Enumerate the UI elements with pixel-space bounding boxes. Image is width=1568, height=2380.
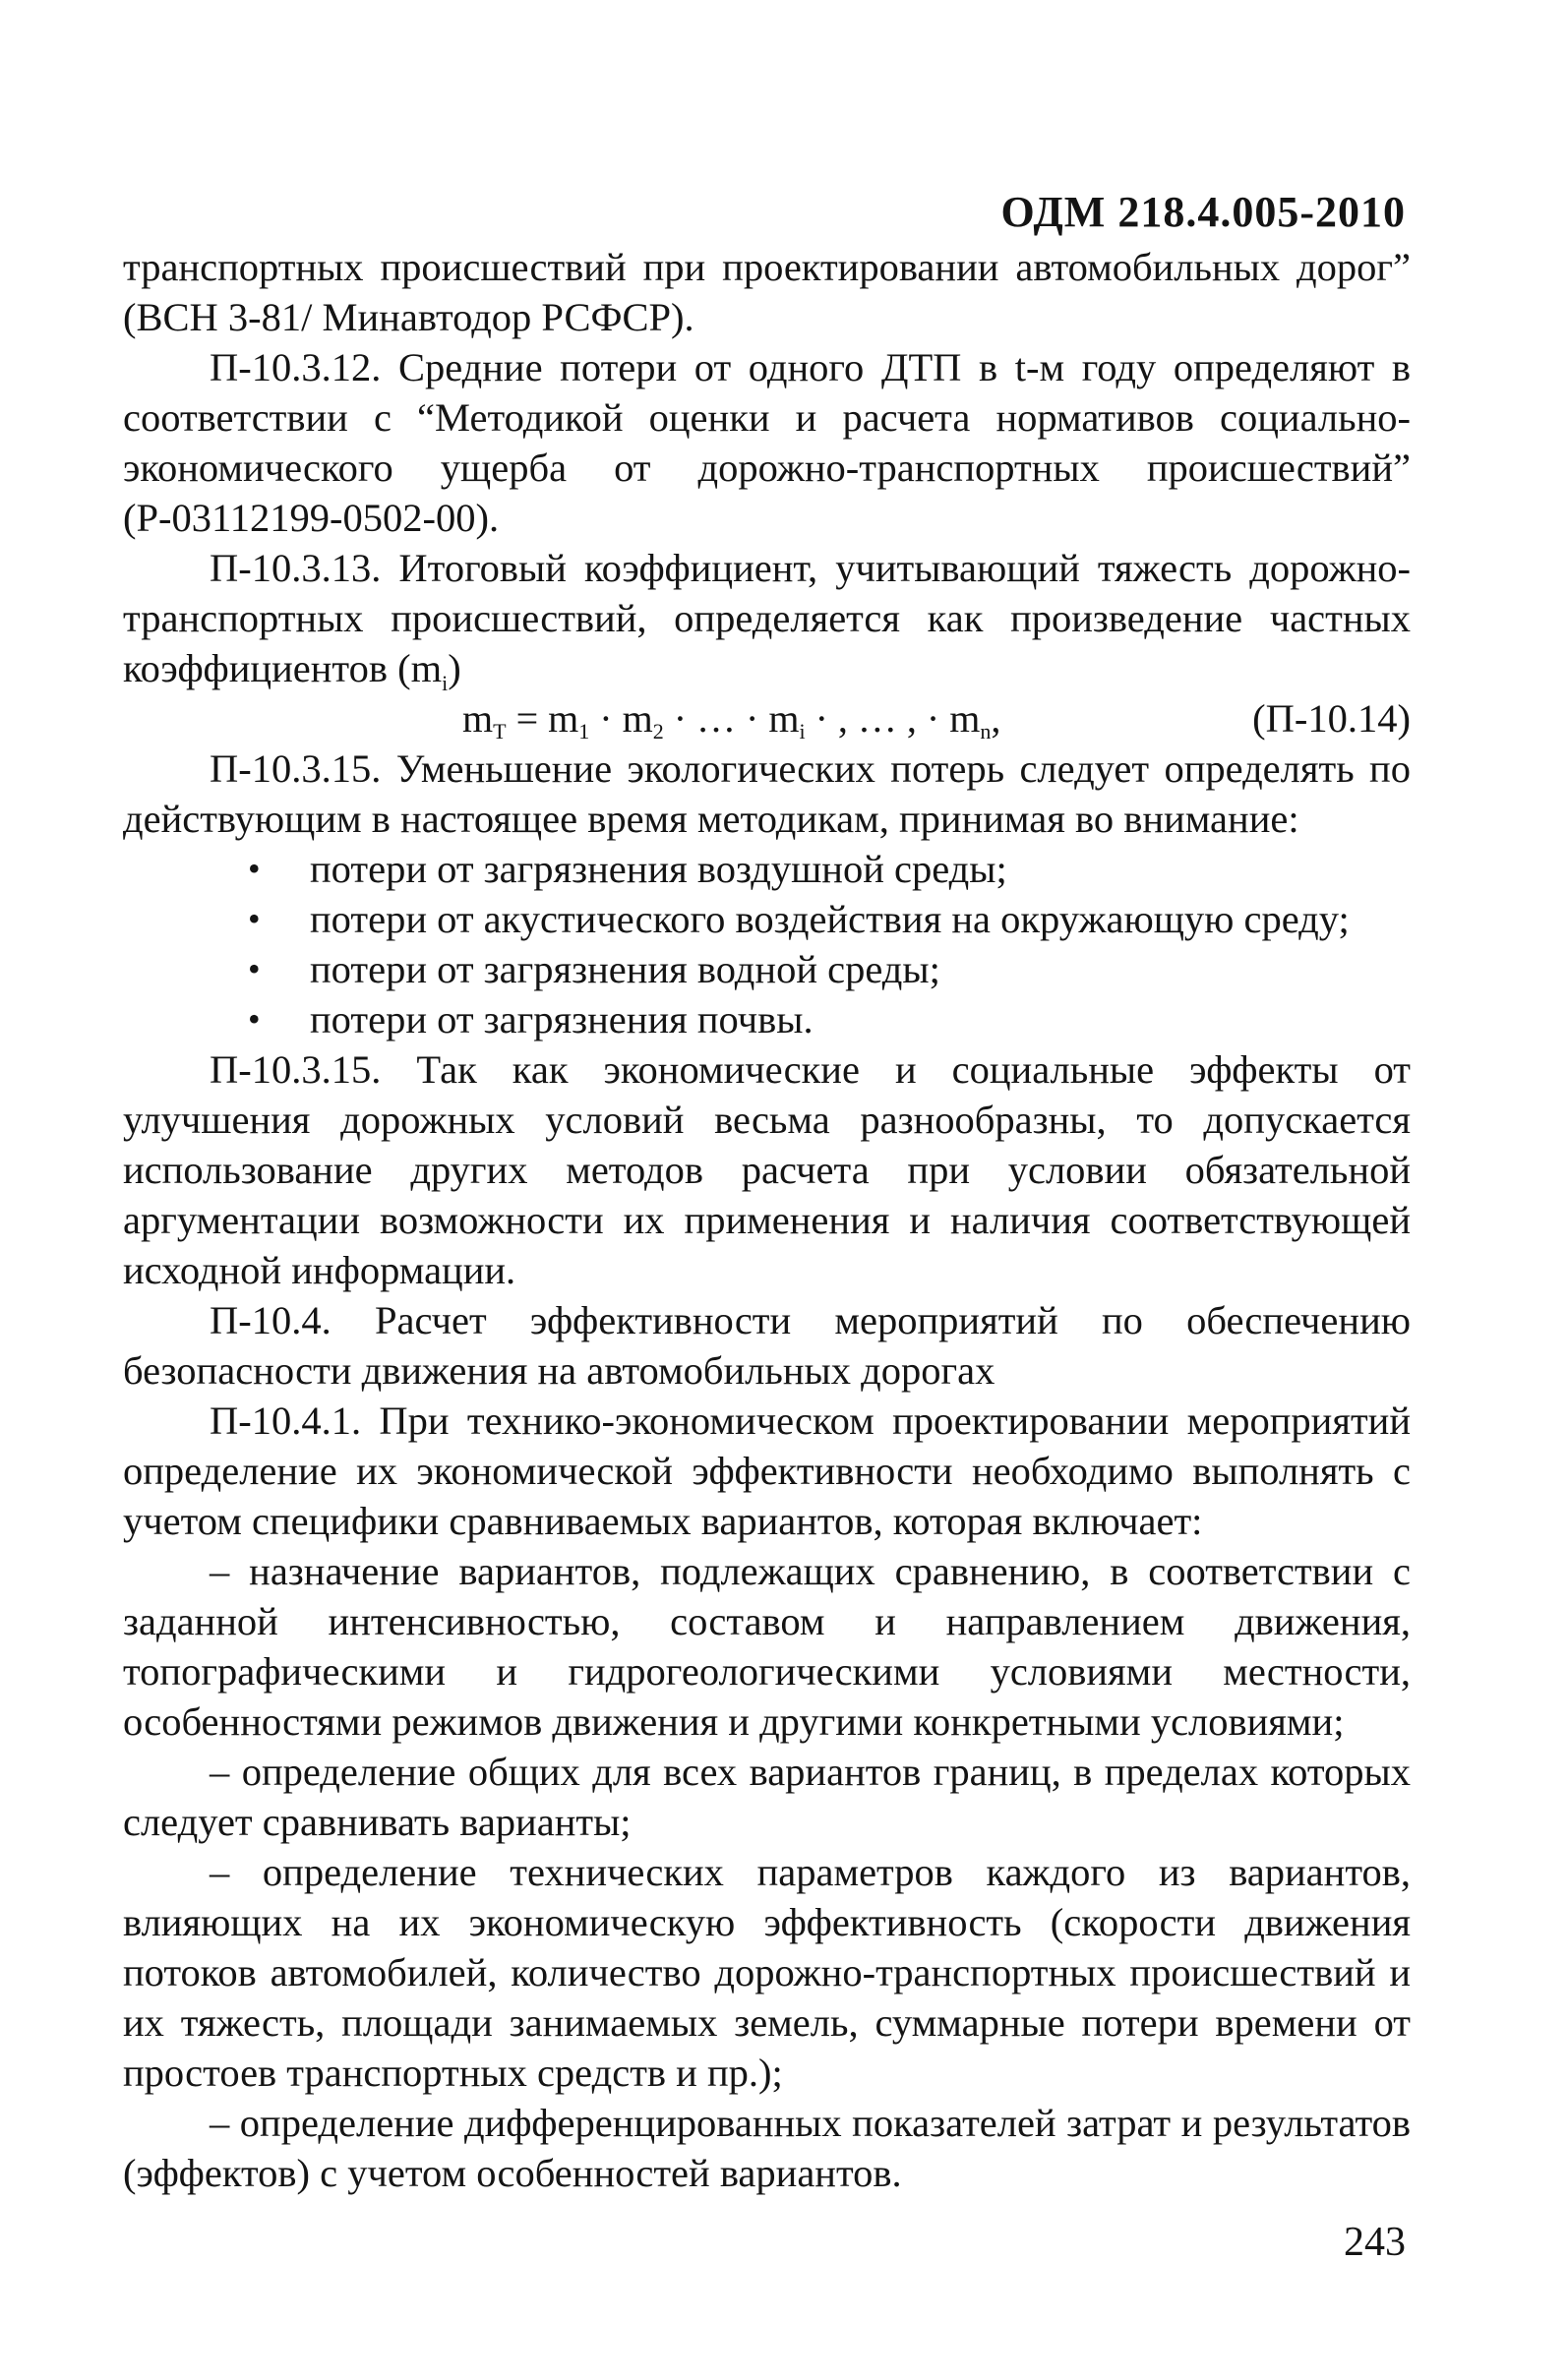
paragraph-p-10-3-13	[123, 543, 1411, 696]
paragraph-p-10-3-15-ecology: П-10.3.15. Уменьшение экологических потерь следует определять по действующим в настоящее время методикам, принимая во внимание:	[123, 746, 1411, 841]
bullet-icon: •	[248, 849, 261, 888]
dash-item-4: – определение дифференцированных показателей затрат и результатов (эффектов) с учетом особенностей вариантов.	[123, 2101, 1411, 2195]
formula-number: (П-10.14)	[1252, 696, 1411, 741]
paragraph-continuation: транспортных происшествий при проектировании автомобильных дорог” (ВСН 3-81/ Минавтодор РСФСР).	[123, 245, 1411, 339]
document-code-header: ОДМ 218.4.005-2010	[1000, 188, 1406, 236]
paragraph-p-10-3-15-methods: П-10.3.15. Так как экономические и социальные эффекты от улучшения дорожных условий весьма разнообразны, то допускается использование других методов расчета при условии обязательной аргументации возможности их применения и наличия соответствующей исходной информации.	[123, 1047, 1411, 1292]
bullet-list	[123, 844, 1411, 1044]
formula-expression: $m_T = m_1 \cdot m_2$ · … · $m_i$ · , … , · $m_n$,	[462, 696, 1001, 744]
list-item: • потери от загрязнения воздушной среды;	[123, 844, 1411, 894]
list-item: • потери от акустического воздействия на окружающую среду;	[123, 894, 1411, 944]
dash-item-2: – определение общих для всех вариантов границ, в пределах которых следует сравнивать варианты;	[123, 1750, 1411, 1844]
dash-item-3: – определение технических параметров каждого из вариантов, влияющих на их экономическую эффективность (скорости движения потоков автомобилей, количество дорожно-транспортных происшествий и их тяжесть, площади занимаемых земель, суммарные потери времени от простоев транспортных средств и пр.);	[123, 1850, 1411, 2095]
document-body	[123, 242, 1411, 2198]
paragraph-text: П-10.3.13. Итоговый коэффициент, учитывающий тяжесть дорожно-транспортных происшествий, определяется как произведение частных коэффициентов (m	[123, 546, 1411, 690]
bullet-icon: •	[248, 949, 261, 988]
list-item: • потери от загрязнения водной среды;	[123, 944, 1411, 994]
page-number: 243	[1344, 2220, 1406, 2265]
dash-item-1: – назначение вариантов, подлежащих сравнению, в соответствии с заданной интенсивностью, составом и направлением движения, топографическими и гидрогеологическими условиями местности, особенностями режимов движения и другими конкретными условиями;	[123, 1549, 1411, 1744]
paragraph-p-10-4-1: П-10.4.1. При технико-экономическом проектировании мероприятий определение их экономической эффективности необходимо выполнять с учетом специфики сравниваемых вариантов, которая включает:	[123, 1398, 1411, 1543]
formula-p-10-14	[123, 693, 1411, 744]
subscript-i: i	[442, 671, 449, 696]
bullet-icon: •	[248, 999, 261, 1039]
paragraph-text-end: )	[448, 646, 461, 690]
list-item: • потери от загрязнения почвы.	[123, 994, 1411, 1044]
paragraph-p-10-4: П-10.4. Расчет эффективности мероприятий по обеспечению безопасности движения на автомобильных дорогах	[123, 1298, 1411, 1393]
paragraph-p-10-3-12: П-10.3.12. Средние потери от одного ДТП в t-м году определяют в соответствии с “Методикой оценки и расчета нормативов социально-экономического ущерба от дорожно-транспортных происшествий” (Р-03112199-0502-00).	[123, 345, 1411, 540]
bullet-icon: •	[248, 899, 261, 938]
